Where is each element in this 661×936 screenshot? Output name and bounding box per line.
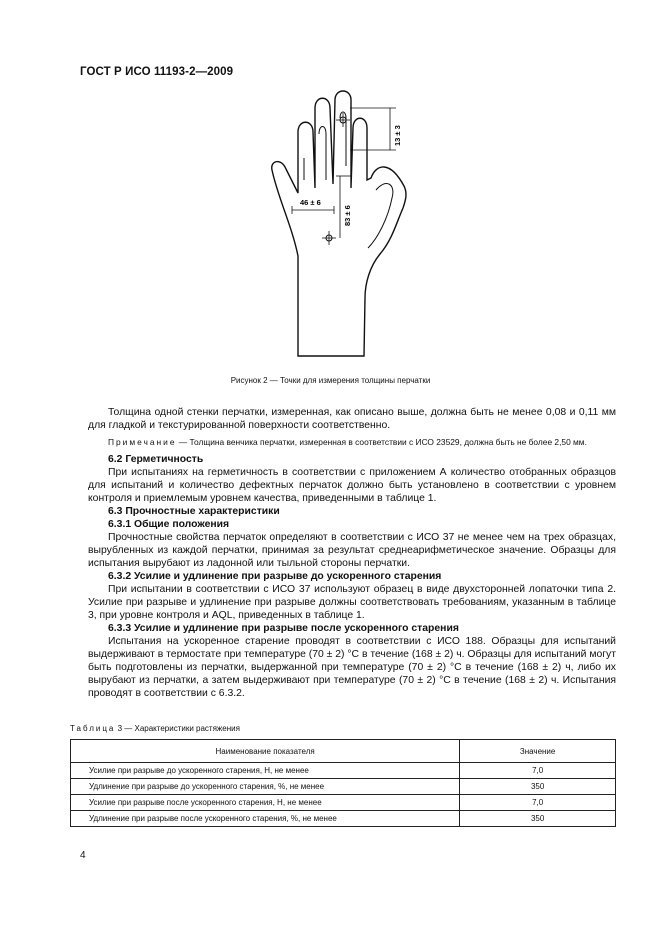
- table-cell-name: Усилие при разрыве после ускоренного старения, Н, не менее: [71, 795, 460, 811]
- table-caption-label: Таблица: [70, 724, 116, 733]
- table-cell-value: 7,0: [460, 795, 616, 811]
- tensile-table: [70, 739, 616, 827]
- table-cell-name: Удлинение при разрыве до ускоренного старения, %, не менее: [71, 779, 460, 795]
- heading-6-3: 6.3 Прочностные характеристики: [108, 506, 280, 517]
- note-text: — Толщина венчика перчатки, измеренная в соответствии с ИСО 23529, должна быть не более 2,50 мм.: [176, 437, 587, 447]
- table-cell-value: 7,0: [460, 763, 616, 779]
- page-number: 4: [80, 850, 86, 861]
- paragraph-thickness: Толщина одной стенки перчатки, измеренная, как описано выше, должна быть не менее 0,08 и 0,11 мм для гладкой и текстурированной поверхности соответственно.: [88, 407, 616, 431]
- paragraph-6-3-3: Испытания на ускоренное старение проводят в соответствии с ИСО 188. Образцы для испытаний выдерживают в термостате при температуре (70 ± 2) °С в течение (168 ± 2) ч. Образцы для испытаний могут быть подготовлены из перчатки, выдержанной при температуре (70 ± 2) °С в течение (168 ± 2) ч, либо их вырубают из перчатки, а затем выдерживают при температуре (70 ± 2) °С в течение (168 ± 2) ч. Испытания проводят в соответствии с 6.3.2.: [88, 636, 617, 699]
- glove-diagram: [200, 88, 480, 368]
- table-cell-name: Удлинение при разрыве после ускоренного старения, %, не менее: [71, 811, 460, 827]
- dim-tip-label: 13 ± 3: [393, 125, 402, 146]
- dim-width-label: 46 ± 6: [300, 198, 321, 207]
- glove-outline: [272, 91, 406, 356]
- finger-middle-inner: [319, 127, 326, 181]
- note-label: Примечание: [108, 437, 177, 447]
- heading-6-3-1: 6.3.1 Общие положения: [108, 519, 230, 530]
- table-caption: [70, 724, 240, 733]
- table-cell-value: 350: [460, 811, 616, 827]
- document-header: ГОСТ Р ИСО 11193-2—2009: [80, 66, 234, 78]
- table-caption-title: 3 — Характеристики растяжения: [115, 724, 240, 733]
- table-row: [71, 763, 616, 779]
- paragraph-6-3-1: Прочностные свойства перчаток определяют в соответствии с ИСО 37 не менее чем на трех образцах, вырубленных из каждой перчатки, принимая за результат среднеарифметическое значение. Образцы для испытания вырубают из ладонной или тыльной стороны перчатки.: [88, 532, 616, 569]
- heading-6-3-2: 6.3.2 Усилие и удлинение при разрыве до ускоренного старения: [108, 571, 442, 582]
- paragraph-6-2: При испытаниях на герметичность в соответствии с приложением А количество отобранных образцов для испытаний и количество дефектных перчаток должно быть установлено в соответствии с уровнем контроля и приемлемым уровнем качества, приведенными в таблице 1.: [88, 467, 616, 504]
- paragraph-6-3-2: При испытании в соответствии с ИСО 37 используют образец в виде двухсторонней лопаточки типа 2. Усилие при разрыве и удлинение при разрыве должны соответствовать требованиям, указанным в таблице 3, при уровне контроля и AQL, приведенных в таблице 1.: [88, 584, 616, 621]
- table-row: [71, 779, 616, 795]
- figure-caption: Рисунок 2 — Точки для измерения толщины перчатки: [230, 376, 431, 385]
- table-header-row: [71, 740, 616, 763]
- body-text: [88, 406, 616, 700]
- table-cell-name: Усилие при разрыве до ускоренного старения, Н, не менее: [71, 763, 460, 779]
- table-row: [71, 795, 616, 811]
- table-header-value: Значение: [460, 740, 616, 763]
- dim-length-label: 83 ± 6: [343, 205, 352, 226]
- heading-6-2: 6.2 Герметичность: [108, 454, 204, 465]
- table-cell-value: 350: [460, 779, 616, 795]
- table-header-name: Наименование показателя: [71, 740, 460, 763]
- heading-6-3-3: 6.3.3 Усилие и удлинение при разрыве после ускоренного старения: [108, 623, 459, 634]
- thumb-inner: [368, 184, 393, 248]
- table-row: [71, 811, 616, 827]
- note: [88, 436, 616, 449]
